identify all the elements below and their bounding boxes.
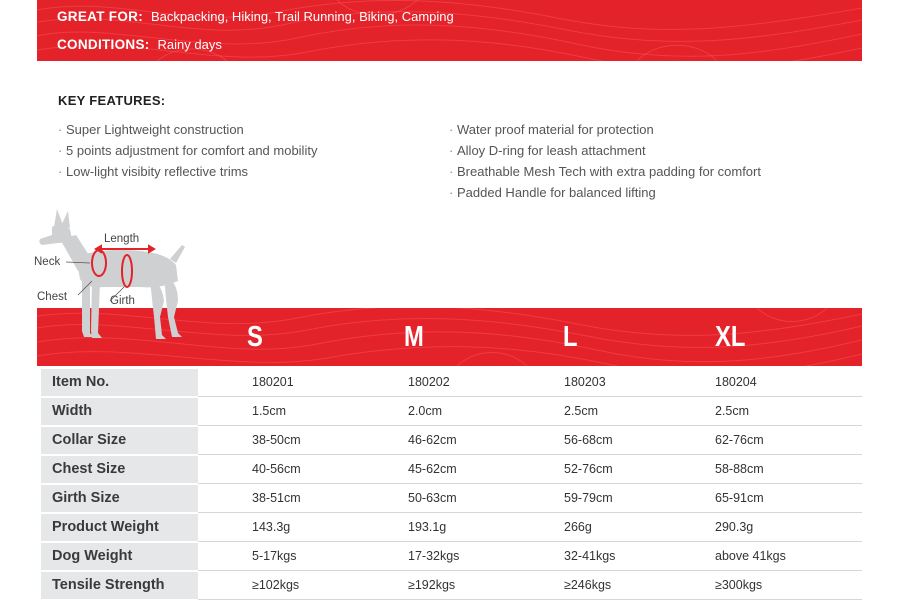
feature-item: · 5 points adjustment for comfort and mobility xyxy=(58,140,317,161)
feature-item: · Low-light visibity reflective trims xyxy=(58,161,317,182)
size-spec-table xyxy=(37,368,862,600)
table-cell: 5-17kgs xyxy=(252,549,297,563)
size-m-header: M xyxy=(404,321,424,353)
row-label: Item No. xyxy=(41,369,198,396)
great-for-label: GREAT FOR: xyxy=(57,9,143,24)
chest-label: Chest xyxy=(37,291,68,303)
table-cell: 17-32kgs xyxy=(408,549,460,563)
table-cell: 180202 xyxy=(408,375,450,389)
feature-item: · Water proof material for protection xyxy=(449,119,761,140)
table-cell: 266g xyxy=(564,520,592,534)
table-cell: 38-50cm xyxy=(252,433,301,447)
table-cell: 180203 xyxy=(564,375,606,389)
key-features-title: KEY FEATURES: xyxy=(58,93,166,108)
table-row xyxy=(37,397,862,426)
table-row xyxy=(37,513,862,542)
top-banner xyxy=(37,0,862,61)
size-xl-header: XL xyxy=(715,321,746,353)
table-cell: 38-51cm xyxy=(252,491,301,505)
table-cell: 59-79cm xyxy=(564,491,613,505)
table-cell: 2.0cm xyxy=(408,404,443,418)
table-cell: ≥246kgs xyxy=(564,578,612,592)
feature-item: · Padded Handle for balanced lifting xyxy=(449,182,761,203)
row-label: Tensile Strength xyxy=(41,572,198,599)
features-right-column xyxy=(449,119,761,203)
features-left-column xyxy=(58,119,317,182)
row-label: Product Weight xyxy=(41,514,198,541)
table-cell: 143.3g xyxy=(252,520,291,534)
table-cell: 2.5cm xyxy=(715,404,750,418)
table-row xyxy=(37,368,862,397)
size-s-header: S xyxy=(247,321,263,353)
great-for-line xyxy=(57,9,454,24)
table-row xyxy=(37,455,862,484)
table-cell: 50-63cm xyxy=(408,491,457,505)
table-cell: above 41kgs xyxy=(715,549,786,563)
conditions-line xyxy=(57,37,222,52)
feature-item: · Alloy D-ring for leash attachment xyxy=(449,140,761,161)
row-label: Width xyxy=(41,398,198,425)
table-cell: 40-56cm xyxy=(252,462,301,476)
table-row xyxy=(37,426,862,455)
conditions-value: Rainy days xyxy=(157,37,222,52)
table-cell: 62-76cm xyxy=(715,433,764,447)
table-cell: 52-76cm xyxy=(564,462,613,476)
table-cell: 65-91cm xyxy=(715,491,764,505)
table-row xyxy=(37,571,862,600)
table-cell: 2.5cm xyxy=(564,404,599,418)
row-label: Chest Size xyxy=(41,456,198,483)
neck-label: Neck xyxy=(34,256,61,268)
conditions-label: CONDITIONS: xyxy=(57,37,150,52)
table-cell: 1.5cm xyxy=(252,404,287,418)
great-for-value: Backpacking, Hiking, Trail Running, Biking, Camping xyxy=(151,9,454,24)
feature-item: · Breathable Mesh Tech with extra padding for comfort xyxy=(449,161,761,182)
feature-item: · Super Lightweight construction xyxy=(58,119,317,140)
table-cell: 180201 xyxy=(252,375,294,389)
table-cell: 290.3g xyxy=(715,520,754,534)
length-label: Length xyxy=(104,233,140,245)
table-row xyxy=(37,542,862,571)
table-cell: 193.1g xyxy=(408,520,447,534)
dog-measurement-diagram xyxy=(30,205,190,350)
table-cell: ≥192kgs xyxy=(408,578,456,592)
girth-label: Girth xyxy=(110,295,135,307)
table-cell: ≥102kgs xyxy=(252,578,300,592)
table-cell: 32-41kgs xyxy=(564,549,616,563)
table-cell: 56-68cm xyxy=(564,433,613,447)
row-label: Dog Weight xyxy=(41,543,198,570)
dog-silhouette xyxy=(39,209,185,339)
row-label: Collar Size xyxy=(41,427,198,454)
row-label: Girth Size xyxy=(41,485,198,512)
size-l-header: L xyxy=(563,321,578,353)
table-cell: ≥300kgs xyxy=(715,578,763,592)
table-row xyxy=(37,484,862,513)
table-cell: 45-62cm xyxy=(408,462,457,476)
table-cell: 58-88cm xyxy=(715,462,764,476)
table-cell: 180204 xyxy=(715,375,757,389)
table-cell: 46-62cm xyxy=(408,433,457,447)
